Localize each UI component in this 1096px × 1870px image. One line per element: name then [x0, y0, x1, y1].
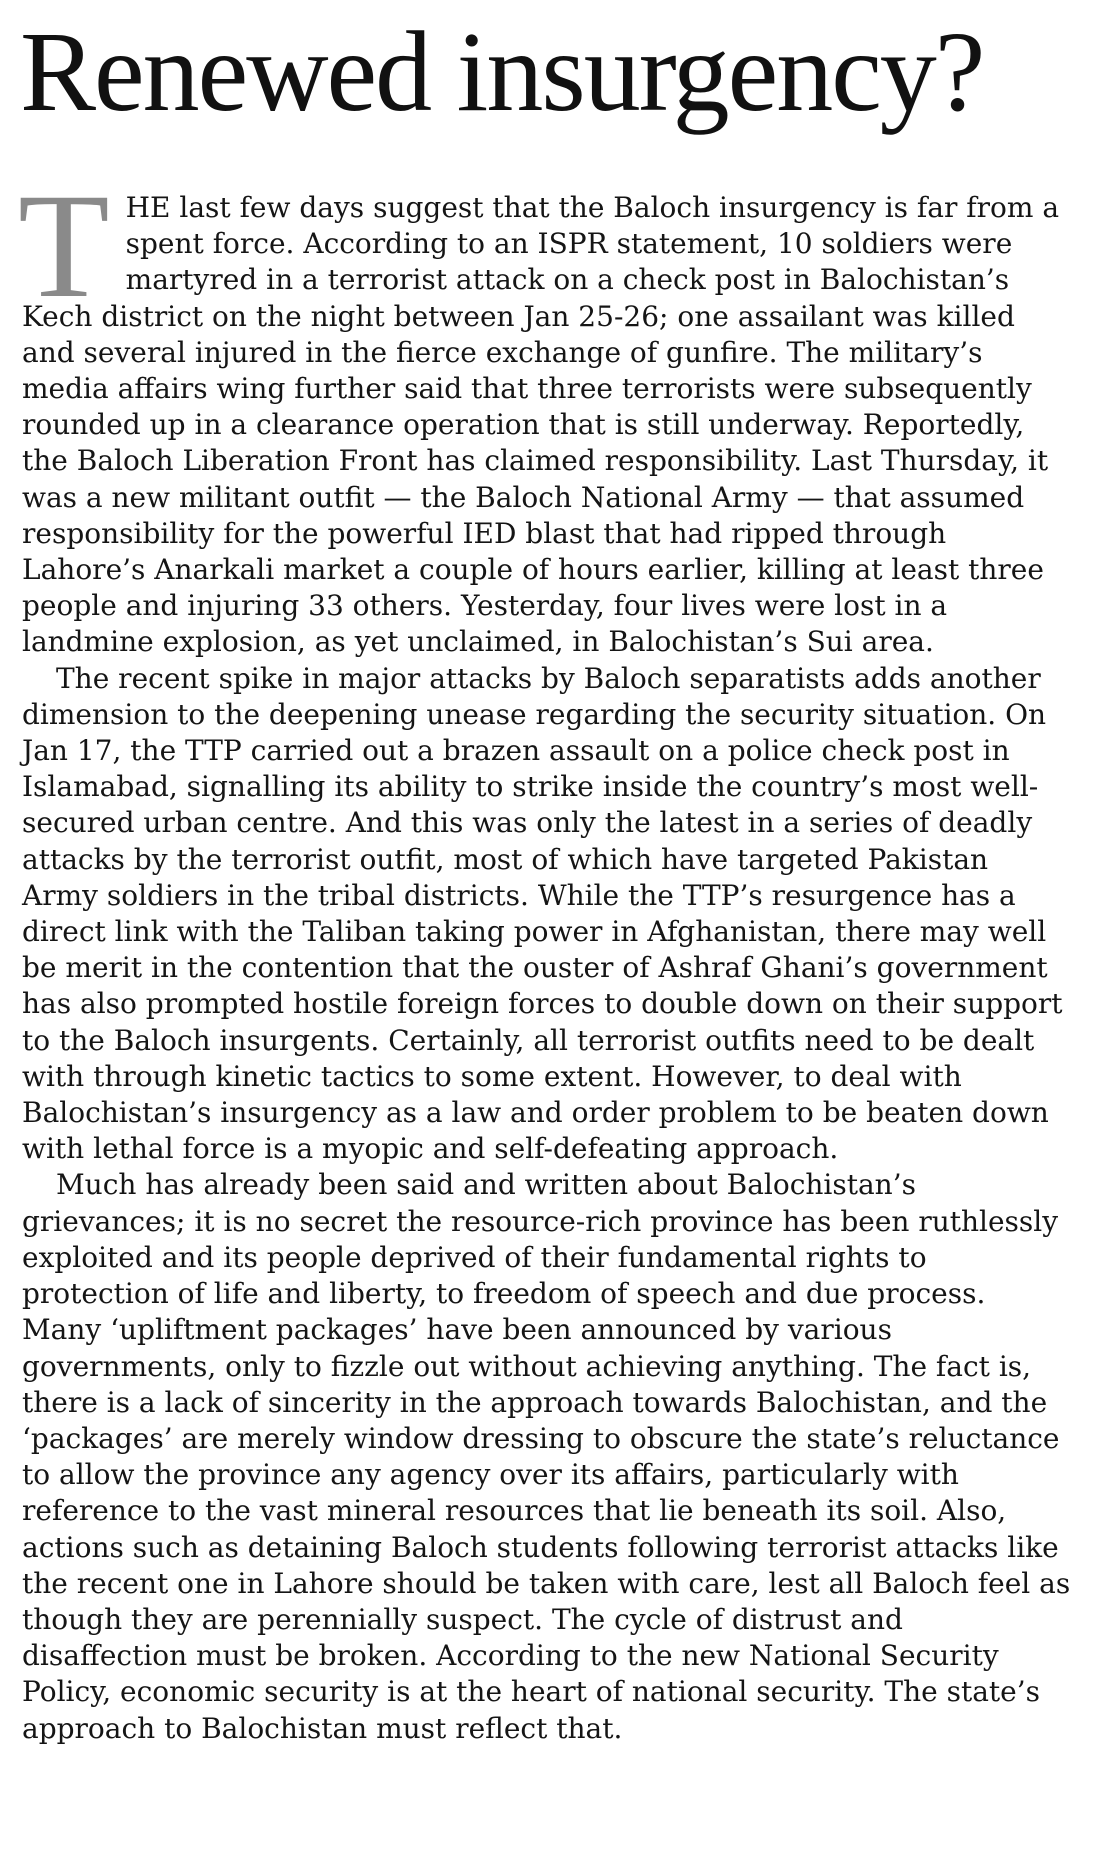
- paragraph-3: Much has already been said and written about Balochistan’s grievances; it is no secret the resource-rich province has been ruthlessly exploited and its people deprived of their fundamental rights to protection of life and liberty, to freedom of speech and due process. Many ‘upliftment packages’ have been announced by various governments, only to fizzle out without achieving anything. The fact is, there is a lack of sincerity in the approach towards Balochistan, and the ‘packages’ are merely window dressing to obscure the state’s reluctance to allow the province any agency over its affairs, particularly with reference to the vast mineral resources that lie beneath its soil. Also, actions such as detaining Baloch students following terrorist attacks like the recent one in Lahore should be taken with care, lest all Baloch feel as though they are perennially suspect. The cycle of distrust and disaffection must be broken. According to the new National Security Policy, economic security is at the heart of national security. The state’s approach to Balochistan must reflect that.: [22, 1168, 1071, 1745]
- article-body: [18, 163, 1072, 1747]
- paragraph-1-text: HE last few days suggest that the Baloch insurgency is far from a spent force. According to an ISPR statement, 10 soldiers were martyred in a terrorist attack on a check post in Balochistan’s Kech district on the night between Jan 25-26; one assailant was killed and several injured in the fierce exchange of gunfire. The military’s media affairs wing further said that three terrorists were subsequently rounded up in a clearance operation that is still underway. Reportedly, the Baloch Liberation Front has claimed responsibility. Last Thursday, it was a new militant outfit — the Baloch National Army — that assumed responsibility for the powerful IED blast that had ripped through Lahore’s Anarkali market a couple of hours earlier, killing at least three people and injuring 33 others. Yesterday, four lives were lost in a landmine explosion, as yet unclaimed, in Balochistan’s Sui area.: [22, 191, 1060, 659]
- drop-cap: T: [18, 163, 110, 329]
- paragraph-2: The recent spike in major attacks by Baloch separatists adds another dimension to the deepening unease regarding the security situation. On Jan 17, the TTP carried out a brazen assault on a police check post in Islamabad, signalling its ability to strike inside the country’s most well-secured urban centre. And this was only the latest in a series of deadly attacks by the terrorist outfit, most of which have targeted Pakistan Army soldiers in the tribal districts. While the TTP’s resurgence has a direct link with the Taliban taking power in Afghanistan, there may well be merit in the contention that the ouster of Ashraf Ghani’s government has also prompted hostile foreign forces to double down on their support to the Baloch insurgents. Certainly, all terrorist outfits need to be dealt with through kinetic tactics to some extent. However, to deal with Balochistan’s insurgency as a law and order problem to be beaten down with lethal force is a myopic and self-defeating approach.: [22, 661, 1063, 1166]
- paragraph-1: [18, 163, 1072, 661]
- headline: Renewed insurgency?: [20, 8, 984, 135]
